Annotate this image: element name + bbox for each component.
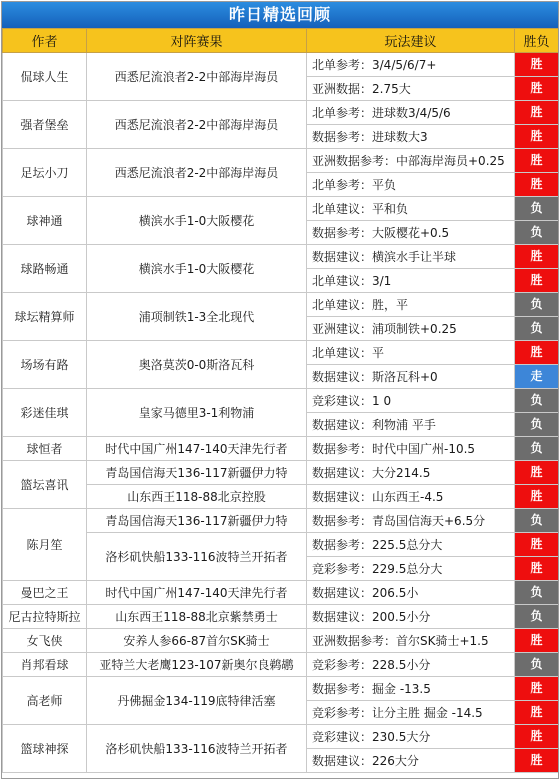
tip-cell: 数据参考：掘金 -13.5 xyxy=(307,677,515,701)
result-badge: 胜 xyxy=(515,485,558,508)
result-cell xyxy=(515,725,559,749)
header-row xyxy=(3,29,559,53)
result-badge: 胜 xyxy=(515,53,558,76)
tip-cell: 数据建议：横滨水手让半球 xyxy=(307,245,515,269)
result-badge: 胜 xyxy=(515,77,558,100)
result-badge: 胜 xyxy=(515,557,558,580)
match-cell: 西悉尼流浪者2-2中部海岸海员 xyxy=(87,53,307,101)
result-badge: 胜 xyxy=(515,341,558,364)
table-row xyxy=(3,533,559,557)
result-badge: 胜 xyxy=(515,533,558,556)
result-badge: 负 xyxy=(515,221,558,244)
match-cell: 亚特兰大老鹰123-107新奥尔良鹈鹕 xyxy=(87,653,307,677)
tip-cell: 数据建议：大分214.5 xyxy=(307,461,515,485)
result-badge: 负 xyxy=(515,605,558,628)
header-tip: 玩法建议 xyxy=(307,29,515,53)
result-cell xyxy=(515,101,559,125)
match-cell: 洛杉矶快船133-116波特兰开拓者 xyxy=(87,533,307,581)
tip-cell: 数据建议：利物浦 平手 xyxy=(307,413,515,437)
tip-cell: 竞彩建议：230.5大分 xyxy=(307,725,515,749)
result-cell xyxy=(515,533,559,557)
result-badge: 胜 xyxy=(515,677,558,700)
result-badge: 胜 xyxy=(515,749,558,772)
result-cell xyxy=(515,197,559,221)
tip-cell: 北单建议：平 xyxy=(307,341,515,365)
result-cell xyxy=(515,509,559,533)
match-cell: 洛杉矶快船133-116波特兰开拓者 xyxy=(87,725,307,773)
result-cell xyxy=(515,653,559,677)
author-cell: 球恒者 xyxy=(3,437,87,461)
match-cell: 皇家马德里3-1利物浦 xyxy=(87,389,307,437)
result-badge: 负 xyxy=(515,581,558,604)
match-cell: 西悉尼流浪者2-2中部海岸海员 xyxy=(87,149,307,197)
result-cell xyxy=(515,365,559,389)
result-cell xyxy=(515,149,559,173)
result-cell xyxy=(515,557,559,581)
result-cell xyxy=(515,605,559,629)
author-cell: 球路畅通 xyxy=(3,245,87,293)
author-cell: 侃球人生 xyxy=(3,53,87,101)
table-row xyxy=(3,653,559,677)
tip-cell: 数据参考：青岛国信海天+6.5分 xyxy=(307,509,515,533)
tip-cell: 北单建议：胜，平 xyxy=(307,293,515,317)
result-badge: 胜 xyxy=(515,461,558,484)
tip-cell: 数据建议：226大分 xyxy=(307,749,515,773)
tip-cell: 数据参考：时代中国广州-10.5 xyxy=(307,437,515,461)
tip-cell: 北单建议：平和负 xyxy=(307,197,515,221)
result-cell xyxy=(515,749,559,773)
result-badge: 胜 xyxy=(515,269,558,292)
match-cell: 时代中国广州147-140天津先行者 xyxy=(87,581,307,605)
result-badge: 胜 xyxy=(515,245,558,268)
result-badge: 胜 xyxy=(515,101,558,124)
result-badge: 负 xyxy=(515,293,558,316)
table-row xyxy=(3,605,559,629)
author-cell: 肖邦看球 xyxy=(3,653,87,677)
result-cell xyxy=(515,413,559,437)
author-cell: 强者堡垒 xyxy=(3,101,87,149)
result-cell xyxy=(515,293,559,317)
tip-cell: 竞彩参考：让分主胜 掘金 -14.5 xyxy=(307,701,515,725)
author-cell: 篮坛喜讯 xyxy=(3,461,87,509)
match-cell: 安养人参66-87首尔SK骑士 xyxy=(87,629,307,653)
match-cell: 丹佛掘金134-119底特律活塞 xyxy=(87,677,307,725)
result-badge: 走 xyxy=(515,365,558,388)
result-badge: 负 xyxy=(515,509,558,532)
table-row xyxy=(3,485,559,509)
tip-cell: 数据参考：225.5总分大 xyxy=(307,533,515,557)
author-cell: 球坛精算师 xyxy=(3,293,87,341)
result-badge: 胜 xyxy=(515,701,558,724)
table-row xyxy=(3,629,559,653)
author-cell: 高老师 xyxy=(3,677,87,725)
result-badge: 负 xyxy=(515,389,558,412)
tip-cell: 亚洲数据参考：首尔SK骑士+1.5 xyxy=(307,629,515,653)
panel-title: 昨日精选回顾 xyxy=(2,2,558,28)
match-cell: 青岛国信海天136-117新疆伊力特 xyxy=(87,509,307,533)
tip-cell: 北单建议：3/1 xyxy=(307,269,515,293)
tip-cell: 数据建议：200.5小分 xyxy=(307,605,515,629)
author-cell: 足坛小刀 xyxy=(3,149,87,197)
author-cell: 篮球神探 xyxy=(3,725,87,773)
match-cell: 西悉尼流浪者2-2中部海岸海员 xyxy=(87,101,307,149)
table-row xyxy=(3,389,559,413)
author-cell: 女飞侠 xyxy=(3,629,87,653)
tip-cell: 数据建议：山东西王-4.5 xyxy=(307,485,515,509)
table-body xyxy=(3,53,559,773)
result-cell xyxy=(515,629,559,653)
author-cell: 彩迷佳琪 xyxy=(3,389,87,437)
result-cell xyxy=(515,701,559,725)
result-cell xyxy=(515,317,559,341)
table-row xyxy=(3,725,559,749)
match-cell: 浦项制铁1-3全北现代 xyxy=(87,293,307,341)
result-badge: 负 xyxy=(515,437,558,460)
header-result: 胜负 xyxy=(515,29,559,53)
result-cell xyxy=(515,341,559,365)
tip-cell: 竞彩建议：1 0 xyxy=(307,389,515,413)
table-row xyxy=(3,437,559,461)
table-row xyxy=(3,341,559,365)
table-row xyxy=(3,581,559,605)
tip-cell: 数据参考：大阪樱花+0.5 xyxy=(307,221,515,245)
author-cell: 球神通 xyxy=(3,197,87,245)
result-cell xyxy=(515,461,559,485)
result-cell xyxy=(515,245,559,269)
table-row xyxy=(3,197,559,221)
tip-cell: 竞彩参考：228.5小分 xyxy=(307,653,515,677)
review-panel xyxy=(1,1,559,779)
result-badge: 负 xyxy=(515,197,558,220)
review-table xyxy=(2,28,559,773)
result-cell xyxy=(515,389,559,413)
table-row xyxy=(3,509,559,533)
match-cell: 山东西王118-88北京控股 xyxy=(87,485,307,509)
result-cell xyxy=(515,173,559,197)
tip-cell: 亚洲数据：2.75大 xyxy=(307,77,515,101)
result-cell xyxy=(515,77,559,101)
result-badge: 胜 xyxy=(515,125,558,148)
result-cell xyxy=(515,125,559,149)
result-cell xyxy=(515,485,559,509)
match-cell: 山东西王118-88北京紫禁勇士 xyxy=(87,605,307,629)
table-row xyxy=(3,149,559,173)
author-cell: 场场有路 xyxy=(3,341,87,389)
result-cell xyxy=(515,221,559,245)
result-cell xyxy=(515,677,559,701)
result-badge: 胜 xyxy=(515,149,558,172)
table-row xyxy=(3,293,559,317)
tip-cell: 数据参考：进球数大3 xyxy=(307,125,515,149)
result-badge: 负 xyxy=(515,317,558,340)
tip-cell: 北单参考：3/4/5/6/7+ xyxy=(307,53,515,77)
match-cell: 横滨水手1-0大阪樱花 xyxy=(87,197,307,245)
tip-cell: 北单参考：平负 xyxy=(307,173,515,197)
tip-cell: 数据建议：斯洛瓦科+0 xyxy=(307,365,515,389)
header-match: 对阵赛果 xyxy=(87,29,307,53)
tip-cell: 亚洲建议：浦项制铁+0.25 xyxy=(307,317,515,341)
result-cell xyxy=(515,53,559,77)
author-cell: 尼古拉特斯拉 xyxy=(3,605,87,629)
author-cell: 陈月笙 xyxy=(3,509,87,581)
result-badge: 胜 xyxy=(515,629,558,652)
header-author: 作者 xyxy=(3,29,87,53)
result-badge: 负 xyxy=(515,413,558,436)
table-row xyxy=(3,677,559,701)
match-cell: 时代中国广州147-140天津先行者 xyxy=(87,437,307,461)
result-cell xyxy=(515,581,559,605)
result-cell xyxy=(515,269,559,293)
result-badge: 负 xyxy=(515,653,558,676)
tip-cell: 竞彩参考：229.5总分大 xyxy=(307,557,515,581)
tip-cell: 数据建议：206.5小 xyxy=(307,581,515,605)
table-row xyxy=(3,101,559,125)
tip-cell: 北单参考：进球数3/4/5/6 xyxy=(307,101,515,125)
result-badge: 胜 xyxy=(515,173,558,196)
table-row xyxy=(3,245,559,269)
table-row xyxy=(3,461,559,485)
match-cell: 青岛国信海天136-117新疆伊力特 xyxy=(87,461,307,485)
result-badge: 胜 xyxy=(515,725,558,748)
table-row xyxy=(3,53,559,77)
result-cell xyxy=(515,437,559,461)
match-cell: 横滨水手1-0大阪樱花 xyxy=(87,245,307,293)
match-cell: 奥洛莫茨0-0斯洛瓦科 xyxy=(87,341,307,389)
tip-cell: 亚洲数据参考：中部海岸海员+0.25 xyxy=(307,149,515,173)
author-cell: 曼巴之王 xyxy=(3,581,87,605)
